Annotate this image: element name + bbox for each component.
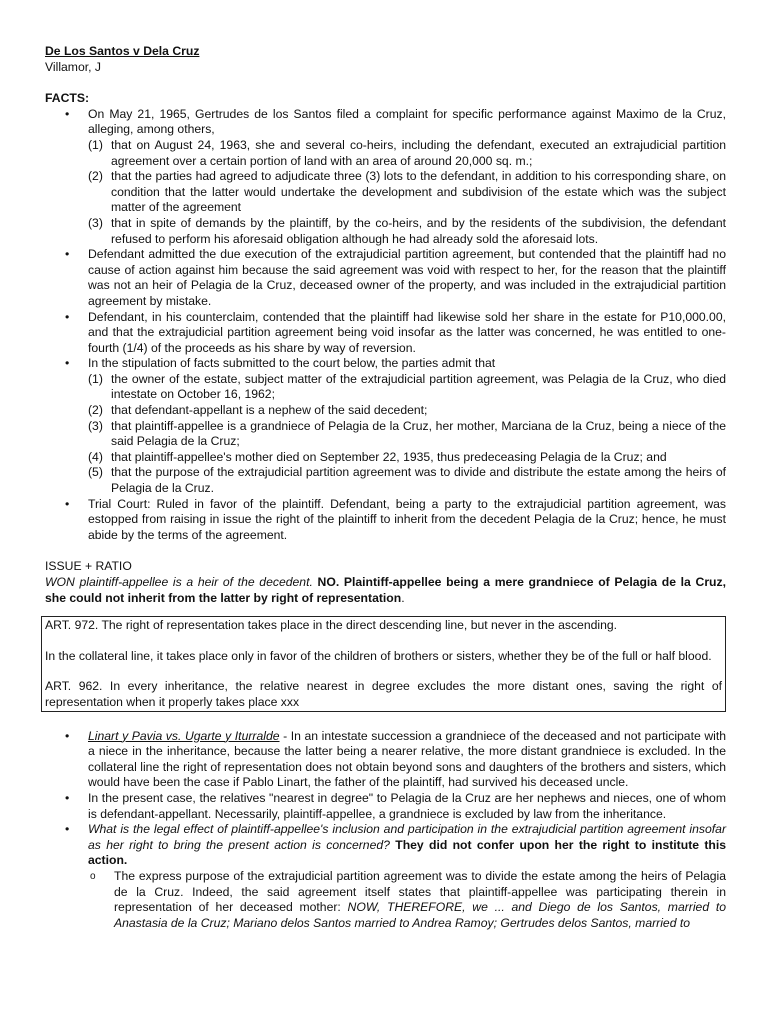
issue-heading: ISSUE + RATIO	[45, 559, 132, 574]
article-962: ART. 962. In every inheritance, the relative nearest in degree excludes the more distant ones, saving the right of representation when it properly takes place xxx	[45, 679, 722, 709]
numbered-list	[88, 372, 726, 497]
facts-bullet-3: • Defendant, in his counterclaim, contended that the plaintiff had likewise sold her share in the estate for P10,000.00, and that the extrajudicial partition agreement being void insofar as the latter was concerned, he was entitled to one-fourth (1/4) of the proceeds as his share by way of reversion.	[45, 310, 726, 357]
facts-bullet-2: • Defendant admitted the due execution of the extrajudicial partition agreement, but contended that the plaintiff had no cause of action against him because the said agreement was void with respect to her, for the reason that the plaintiff was not an heir of Pelagia de la Cruz, deceased owner of the property, and was included in the extrajudicial partition agreement by mistake.	[45, 247, 726, 309]
collateral-line-text: In the collateral line, it takes place only in favor of the children of brothers or sisters, whether they be of the full or half blood.	[45, 648, 712, 663]
list-item: (4) that plaintiff-appellee's mother died on September 22, 1935, thus predeceasing Pelagia de la Cruz; and	[88, 449, 667, 464]
ratio-bullet-1: • Linart y Pavia vs. Ugarte y Iturralde - In an intestate succession a grandniece of the deceased and not participate with a niece in the inheritance, because the latter being a nearer relative, the more distant grandniece is excluded. In the collateral line the right of representation does not obtain beyond sons and daughters of the brothers and sisters, which would have been the case if Pablo Linart, the father of the plaintiff, had survived his deceased uncle.	[45, 729, 726, 791]
issue-statement: WON plaintiff-appellee is a heir of the decedent. NO. Plaintiff-appellee being a mere grandniece of Pelagia de la Cruz, she could not inherit from the latter by right of representation.	[45, 575, 726, 605]
numbered-list	[88, 138, 726, 247]
ponente: Villamor, J	[45, 59, 101, 74]
ratio-bullet-2: • In the present case, the relatives "nearest in degree" to Pelagia de la Cruz are her nephews and nieces, one of whom is defendant-appellant. Necessarily, plaintiff-appellee, a grandniece is excluded by law from the inheritance.	[45, 791, 726, 822]
agreement-quote: NOW, THEREFORE, we ... and Diego de los Santos, married to Anastasia de la Cruz; Mariano delos Santos married to Andrea Ramoy; Gertrudes delos Santos, married to	[114, 900, 726, 930]
list-item: (1) the owner of the estate, subject matter of the extrajudicial partition agreement, was Pelagia de la Cruz, who died intestate on October 16, 1962;	[88, 371, 726, 402]
issue-answer: NO. Plaintiff-appellee being a mere grandniece of Pelagia de la Cruz, she could not inherit from the latter by right of representation	[45, 575, 726, 605]
list-item: (5) that the purpose of the extrajudicial partition agreement was to divide and distribute the estate among the heirs of Pelagia de la Cruz.	[88, 465, 726, 496]
sub-answer: They did not confer upon her the right to institute this action.	[88, 837, 727, 868]
sub-bullet: o The express purpose of the extrajudicial partition agreement was to divide the estate among the heirs of Pelagia de la Cruz. Indeed, the said agreement itself states that plaintiff-appellee was participating therein in representation of her deceased mother: NOW, THEREFORE, we ... and Diego de los Santos, married to Anastasia de la Cruz; Mariano delos Santos married to Andrea Ramoy; Gertrudes delos Santos, married to	[88, 869, 726, 931]
sub-question: What is the legal effect of plaintiff-appellee's inclusion and participation in the extrajudicial partition agreement insofar as her right to bring the present action is concerned?	[88, 822, 726, 852]
facts-heading: FACTS:	[45, 91, 90, 106]
list-item: (2) that defendant-appellant is a nephew of the said decedent;	[88, 403, 428, 418]
list-item: (2) that the parties had agreed to adjudicate three (3) lots to the defendant, in addition to his corresponding share, on condition that the latter would undertake the development and subdivision of the estate which was the subject matter of the agreement	[88, 169, 726, 215]
facts-bullet-1	[45, 107, 726, 247]
article-972: ART. 972. The right of representation takes place in the direct descending line, but never in the ascending.	[45, 618, 618, 633]
law-quote-box	[41, 616, 726, 711]
ratio-bullet-3	[45, 822, 726, 931]
facts-bullet-5: • Trial Court: Ruled in favor of the plaintiff. Defendant, being a party to the extrajudicial partition agreement, was estopped from raising in issue the right of the plaintiff to inherit from the decedent Pelagia de la Cruz; hence, he must abide by the terms of the agreement.	[45, 497, 726, 544]
list-item: (1) that on August 24, 1963, she and several co-heirs, including the defendant, executed an extrajudicial partition agreement over a certain portion of land with an area of around 20,000 sq. m.;	[88, 137, 726, 168]
case-citation: Linart y Pavia vs. Ugarte y Iturralde	[88, 728, 280, 743]
list-item: (3) that in spite of demands by the plaintiff, by the co-heirs, and by the residents of the subdivision, the defendant refused to perform his aforesaid obligation although he had already sold the aforesaid lots.	[88, 215, 726, 246]
bullet-text: In the stipulation of facts submitted to the court below, the parties admit that	[88, 356, 496, 371]
bullet-text: On May 21, 1965, Gertrudes de los Santos filed a complaint for specific performance against Maximo de la Cruz, alleging, among others,	[88, 106, 726, 137]
case-title: De Los Santos v Dela Cruz	[45, 44, 200, 58]
list-item: (3) that plaintiff-appellee is a grandniece of Pelagia de la Cruz, her mother, Marciana de la Cruz, being a niece of the said Pelagia de la Cruz;	[88, 418, 726, 449]
issue-question: WON plaintiff-appellee is a heir of the decedent.	[45, 575, 313, 589]
facts-bullet-4	[45, 356, 726, 496]
